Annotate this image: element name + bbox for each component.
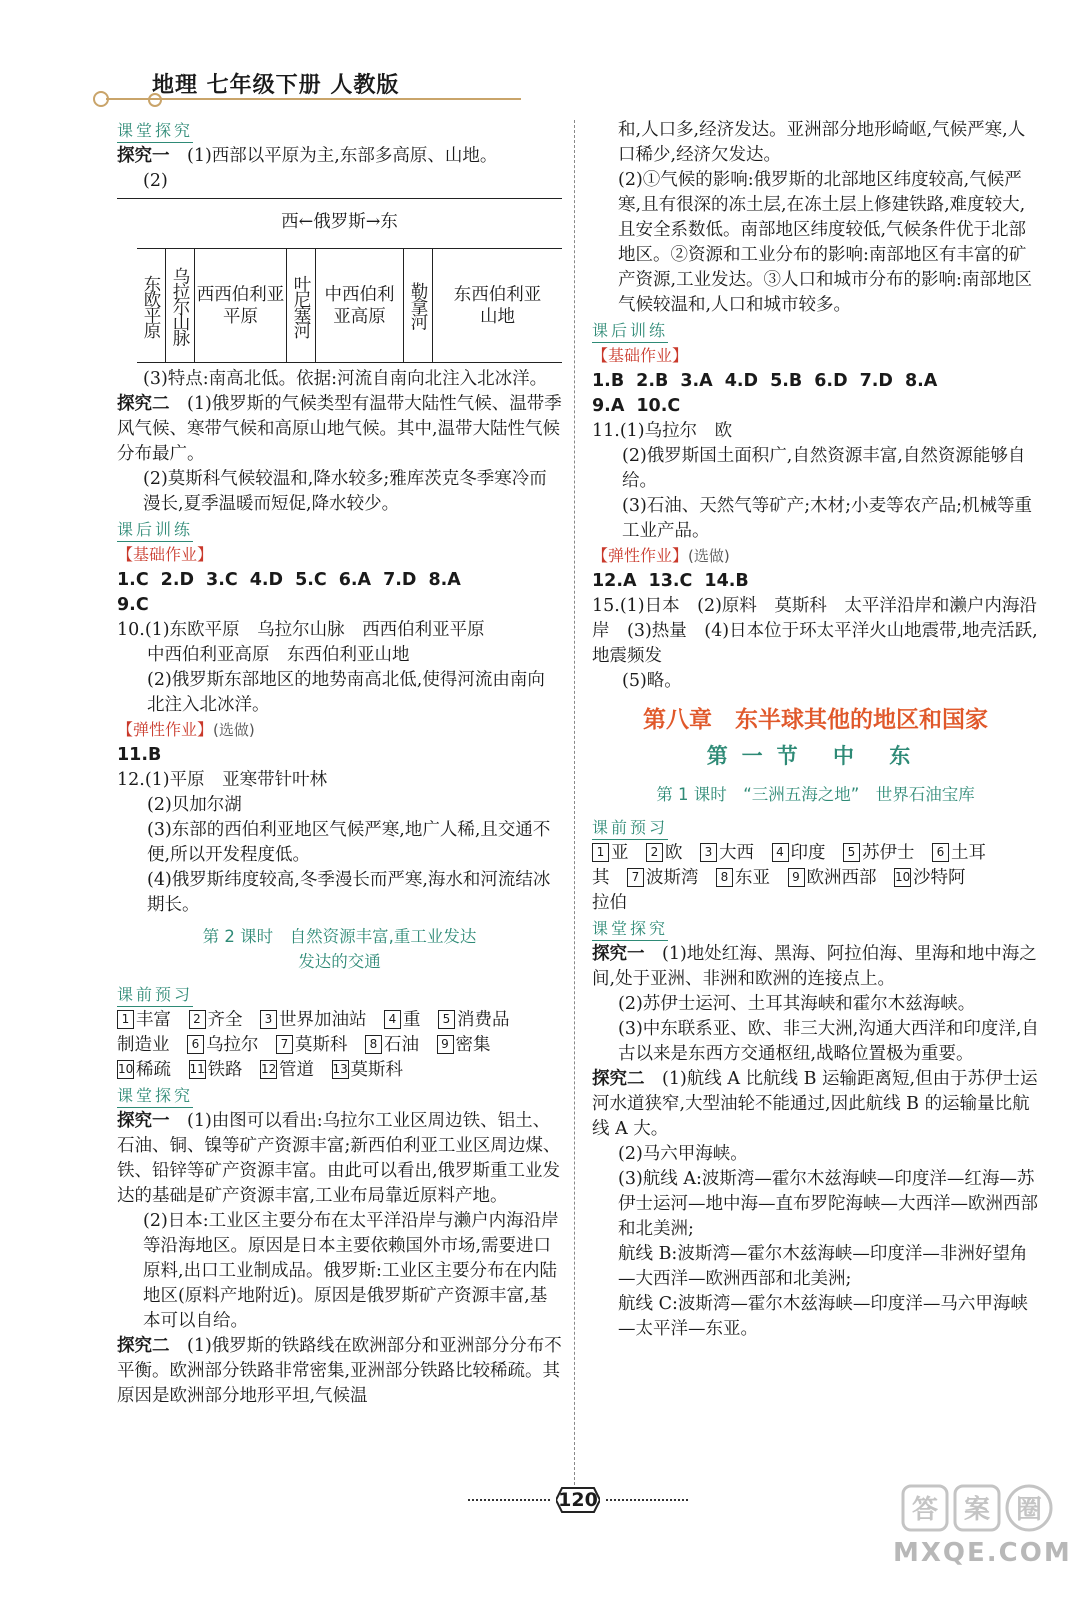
section-heading: 课堂探究 (117, 120, 193, 143)
table-cell: 东欧平原 (137, 248, 166, 363)
left-column (117, 118, 562, 1409)
choice-answer: 6.A (338, 570, 372, 590)
number-box: 7 (627, 868, 644, 887)
choice-answer: 14.B (704, 571, 749, 591)
fill-answer: 印度 (790, 843, 826, 863)
footer-dots (606, 1499, 688, 1501)
section-heading: 课堂探究 (117, 1085, 193, 1108)
choice-answer: 1.B (592, 371, 625, 391)
number-box: 4 (772, 843, 789, 862)
subsection-heading: 【基础作业】 (592, 346, 689, 365)
footer-dots (468, 1499, 550, 1501)
preview-answers (592, 841, 1039, 916)
choice-answer: 1.C (117, 570, 149, 590)
answer-text: (1)西部以平原为主,东部多高原、山地。 (187, 146, 498, 166)
number-box: 12 (260, 1060, 277, 1079)
fill-answer: 欧 (665, 843, 683, 863)
choice-answer: 12.A (592, 571, 637, 591)
fill-answer: 苏伊士 (862, 843, 915, 863)
answer-text: (1)俄罗斯的气候类型有温带大陆性气候、温带季风气候、寒带气候和高原山地气候。其中,温带大陆性气候分布最广。 (117, 394, 562, 464)
number-box: 11 (189, 1060, 206, 1079)
fill-answer: 土耳 (951, 843, 986, 863)
number-box: 8 (716, 868, 733, 887)
answer-text: (2)贝加尔湖 (147, 795, 242, 815)
number-box: 5 (843, 843, 860, 862)
choice-answer: 11.B (117, 745, 162, 765)
table-cell: 乌拉尔山脉 (166, 248, 195, 363)
answer-text: (3)东部的西伯利亚地区气候严寒,地广人稀,且交通不便,所以开发程度低。 (147, 820, 551, 865)
optional-note: (选做) (213, 721, 255, 739)
choice-answer: 8.A (904, 371, 938, 391)
number-box: 2 (189, 1010, 206, 1029)
fill-answer: 密集 (455, 1035, 491, 1055)
choice-answer: 13.C (648, 571, 693, 591)
answer-text: (4)俄罗斯纬度较高,冬季漫长而严寒,海水和河流结冰期长。 (147, 870, 551, 915)
svg-text:案: 案 (963, 1495, 991, 1525)
fill-answer: 大西 (719, 843, 754, 863)
number-box: 4 (384, 1010, 401, 1029)
question-label: 探究二 (117, 1336, 170, 1356)
fill-answer: 拉伯 (592, 893, 627, 913)
watermark (893, 1478, 1072, 1588)
answer-text: (2)俄罗斯国土面积广,自然资源丰富,自然资源能够自给。 (622, 446, 1026, 491)
answer-text: (2)俄罗斯东部地区的地势南高北低,使得河流由南向北注入北冰洋。 (147, 670, 545, 715)
section-heading: 课后训练 (592, 320, 668, 343)
answer-text: (1)航线 A 比航线 B 运输距离短,但由于苏伊士运河水道狭窄,大型油轮不能通过,因此航线 B 的运输量比航线 A 大。 (592, 1069, 1038, 1139)
answer-text: (2)苏伊士运河、土耳其海峡和霍尔木兹海峡。 (618, 994, 976, 1014)
watermark-text: MXQE.COM (893, 1538, 1072, 1568)
answer-text: 11.(1)乌拉尔 欧 (592, 421, 733, 441)
answer-row (592, 369, 1039, 394)
table-title: 西←俄罗斯→东 (281, 212, 398, 232)
fill-answer: 东亚 (735, 868, 770, 888)
choice-answer: 2.D (160, 570, 195, 590)
preview-answers (117, 1008, 562, 1083)
choice-answer: 8.A (428, 570, 461, 590)
answer-row (117, 568, 562, 593)
fill-answer: 乌拉尔 (206, 1035, 259, 1055)
watermark-logo (893, 1478, 1063, 1538)
table-cells (137, 248, 562, 363)
fill-answer: 莫斯科 (295, 1035, 348, 1055)
choice-answer: 4.D (249, 570, 284, 590)
choice-answer: 5.C (295, 570, 327, 590)
choice-answer: 2.B (636, 371, 669, 391)
number-box: 6 (187, 1035, 204, 1054)
question-label: 探究一 (117, 146, 170, 166)
question-label: 探究二 (592, 1069, 645, 1089)
section-title: 第一节 中 东 (706, 743, 925, 768)
chapter-title: 第八章 东半球其他的地区和国家 (643, 707, 988, 733)
table-cell: 勒拿河 (404, 248, 433, 363)
answer-text: 航线 C:波斯湾—霍尔木兹海峡—印度洋—马六甲海峡—太平洋—东亚。 (618, 1294, 1028, 1339)
lesson-title: 第 1 课时 “三洲五海之地” 世界石油宝库 (656, 785, 975, 804)
svg-text:答: 答 (911, 1495, 939, 1525)
fill-answer: 莫斯科 (350, 1060, 403, 1080)
choice-answer: 10.C (636, 396, 681, 416)
answer-text: (2)①气候的影响:俄罗斯的北部地区纬度较高,气候严寒,且有很深的冻土层,在冻土层上修建铁路,难度较大,且安全系数低。南部地区纬度较低,气候条件优于北部地区。②资源和工业分布的影响:南部地区有丰富的矿产资源,工业发达。③人口和城市分布的影响:南部地区气候较温和,人口和城市较多。 (618, 170, 1032, 315)
question-label: 探究二 (117, 394, 170, 414)
svg-text:圈: 圈 (1015, 1495, 1043, 1525)
number-box: 6 (932, 843, 949, 862)
table-cell: 西西伯利亚平原 (195, 248, 287, 363)
fill-answer: 稀疏 (136, 1060, 171, 1080)
fill-answer: 亚 (611, 843, 629, 863)
table-rule (137, 362, 562, 363)
answer-text: (3)特点:南高北低。依据:河流自南向北注入北冰洋。 (143, 369, 548, 389)
question-label: 探究一 (117, 1111, 170, 1131)
lesson-title (117, 924, 562, 974)
answer-text: (1)俄罗斯的铁路线在欧洲部分和亚洲部分分布不平衡。欧洲部分铁路非常密集,亚洲部分铁路比较稀疏。其原因是欧洲部分地形平坦,气候温 (117, 1336, 562, 1406)
choice-answer: 9.A (592, 396, 625, 416)
answer-text: 和,人口多,经济发达。亚洲部分地形崎岖,气候严寒,人口稀少,经济欠发达。 (618, 120, 1026, 165)
choice-answer: 3.A (680, 371, 713, 391)
right-column (592, 118, 1039, 1342)
fill-answer: 其 (592, 868, 610, 888)
choice-answer: 9.C (117, 595, 149, 615)
answer-text: (5)略。 (622, 671, 682, 691)
book-title: 地理 七年级下册 人教版 (152, 73, 400, 98)
number-box: 9 (437, 1035, 454, 1054)
column-divider (574, 120, 575, 1485)
subsection-heading (592, 545, 730, 567)
russia-terrain-table (117, 198, 562, 363)
answer-text: (1)由图可以看出:乌拉尔工业区周边铁、铝土、石油、铜、镍等矿产资源丰富;新西伯利亚工业区周边煤、铁、铅锌等矿产资源丰富。由此可以看出,俄罗斯重工业发达的基础是矿产资源丰富,工业布局靠近原料产地。 (117, 1111, 561, 1206)
answer-text: (2)莫斯科气候较温和,降水较多;雅库茨克冬季寒冷而漫长,夏季温暖而短促,降水较少。 (143, 469, 547, 514)
fill-answer: 制造业 (117, 1035, 170, 1055)
section-heading: 课堂探究 (592, 918, 668, 941)
fill-answer: 重 (403, 1010, 421, 1030)
section-heading: 课前预习 (592, 817, 668, 840)
choice-answer: 7.D (383, 570, 417, 590)
page-header (0, 0, 1087, 110)
lesson-title-line: 第 2 课时 自然资源丰富,重工业发达 (202, 927, 477, 946)
answer-text: (2)日本:工业区主要分布在太平洋沿岸与濑户内海沿岸等沿海地区。原因是日本主要依赖国外市场,需要进口原料,出口工业制成品。俄罗斯:工业区主要分布在内陆地区(原料产地附近)。原因是俄罗斯矿产资源丰富,基本可以自给。 (143, 1211, 559, 1331)
number-box: 5 (438, 1010, 455, 1029)
fill-answer: 波斯湾 (646, 868, 699, 888)
choice-answer: 7.D (859, 371, 893, 391)
number-box: 9 (788, 868, 805, 887)
number-box: 2 (646, 843, 663, 862)
number-box: 7 (276, 1035, 293, 1054)
number-box: 3 (260, 1010, 277, 1029)
table-cell: 中西伯利亚高原 (316, 248, 404, 363)
number-box: 10 (117, 1060, 134, 1079)
section-heading: 课前预习 (117, 984, 193, 1007)
fill-answer: 世界加油站 (279, 1010, 367, 1030)
fill-answer: 欧洲西部 (806, 868, 877, 888)
table-cell: 东西伯利亚山地 (453, 284, 542, 327)
answer-text: 航线 B:波斯湾—霍尔木兹海峡—印度洋—非洲好望角—大西洋—欧洲西部和北美洲; (618, 1244, 1028, 1289)
number-box: 10 (894, 868, 911, 887)
answer-text: 中西伯利亚高原 东西伯利亚山地 (147, 645, 410, 665)
subsection-heading: 【基础作业】 (117, 545, 214, 564)
fill-answer: 齐全 (207, 1010, 243, 1030)
subsection-heading (117, 719, 255, 741)
table-cell: 叶尼塞河 (287, 248, 316, 363)
page-number: 120 (558, 1489, 598, 1511)
number-box: 1 (592, 843, 609, 862)
fill-answer: 石油 (384, 1035, 419, 1055)
answer-text: (2)马六甲海峡。 (618, 1144, 748, 1164)
fill-answer: 丰富 (136, 1010, 171, 1030)
answer-text: (1)地处红海、黑海、阿拉伯海、里海和地中海之间,处于亚洲、非洲和欧洲的连接点上。 (592, 944, 1037, 989)
answer-text: 12.(1)平原 亚寒带针叶林 (117, 770, 328, 790)
number-box: 3 (700, 843, 717, 862)
subsection-label: 【弹性作业】 (117, 720, 214, 739)
fill-answer: 沙特阿 (913, 868, 966, 888)
answer-text: 10.(1)东欧平原 乌拉尔山脉 西西伯利亚平原 (117, 620, 485, 640)
number-box: 1 (117, 1010, 134, 1029)
answer-text: (3)航线 A:波斯湾—霍尔木兹海峡—印度洋—红海—苏伊士运河—地中海—直布罗陀海峡—大西洋—欧洲西部和北美洲; (618, 1169, 1038, 1239)
number-box: 13 (332, 1060, 349, 1079)
question-label: 探究一 (592, 944, 645, 964)
number-box: 8 (365, 1035, 382, 1054)
table-rule (117, 198, 562, 199)
section-heading: 课后训练 (117, 519, 193, 542)
fill-answer: 铁路 (207, 1060, 243, 1080)
fill-answer: 管道 (279, 1060, 314, 1080)
optional-note: (选做) (688, 547, 730, 565)
answer-text: (3)石油、天然气等矿产;木材;小麦等农产品;机械等重工业产品。 (622, 496, 1032, 541)
answer-text: (3)中东联系亚、欧、非三大洲,沟通大西洋和印度洋,自古以来是东西方交通枢纽,战略位置极为重要。 (618, 1019, 1039, 1064)
subsection-label: 【弹性作业】 (592, 546, 689, 565)
answer-text: (2) (143, 171, 168, 191)
fill-answer: 消费品 (457, 1010, 510, 1030)
choice-answer: 6.D (814, 371, 848, 391)
lesson-title-line: 发达的交通 (298, 952, 381, 971)
choice-answer: 4.D (724, 371, 759, 391)
answer-text: 15.(1)日本 (2)原料 莫斯科 太平洋沿岸和濑户内海沿岸 (3)热量 (4)日本位于环太平洋火山地震带,地壳活跃,地震频发 (592, 596, 1038, 666)
choice-answer: 3.C (206, 570, 238, 590)
choice-answer: 5.B (770, 371, 803, 391)
